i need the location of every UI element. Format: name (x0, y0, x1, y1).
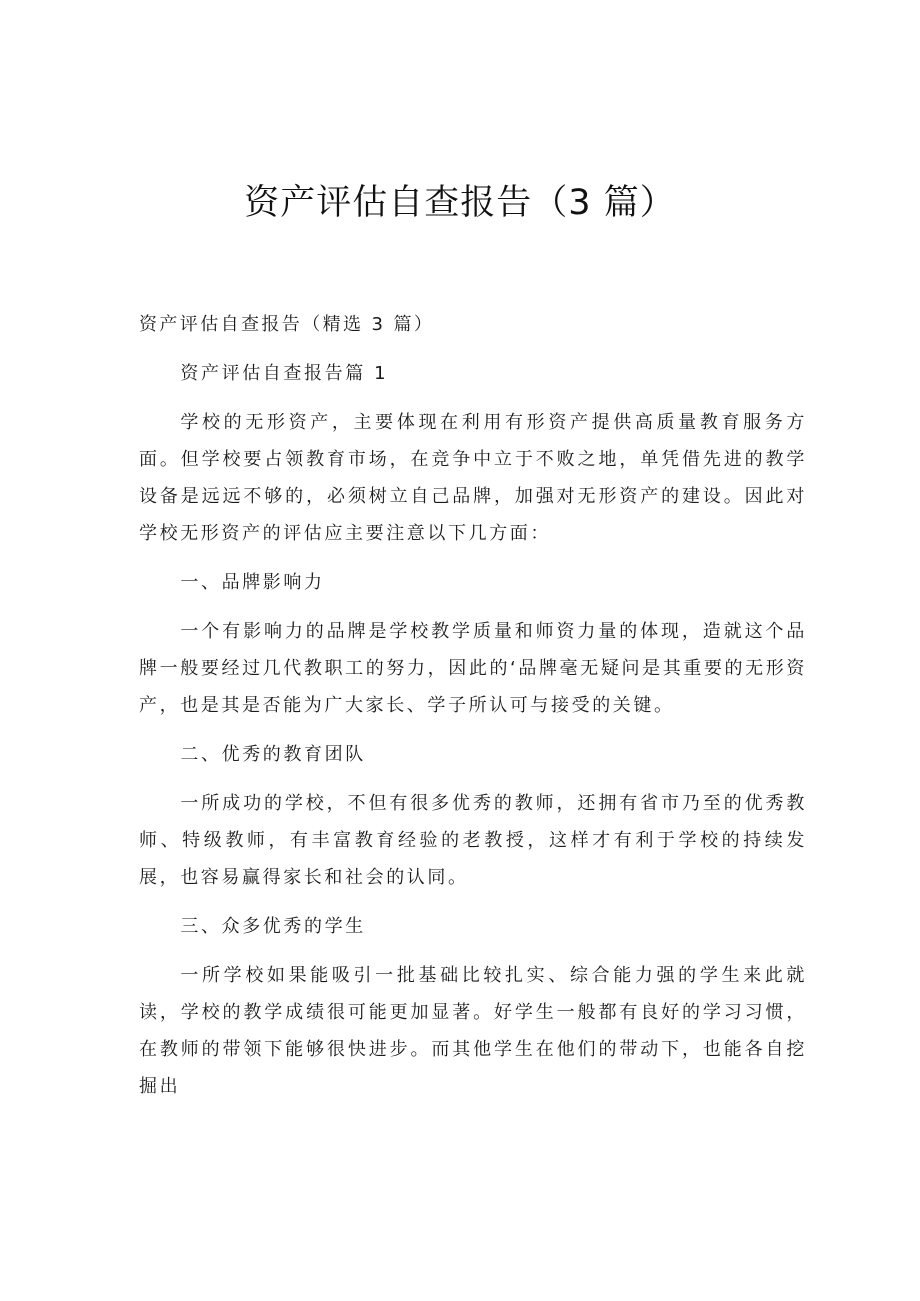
section-paragraph-team: 一所成功的学校，不但有很多优秀的教师，还拥有省市乃至的优秀教师、特级教师，有丰富教育经验的老教授，这样才有利于学校的持续发展，也容易赢得家长和社会的认同。 (139, 793, 807, 888)
section-heading-team: 二、优秀的教育团队 (180, 744, 366, 765)
document-body (139, 306, 807, 1117)
section-heading-brand: 一、品牌影响力 (180, 572, 325, 593)
intro-paragraph: 学校的无形资产，主要体现在利用有形资产提供高质量教育服务方面。但学校要占领教育市场，在竞争中立于不败之地，单凭借先进的教学设备是远远不够的，必须树立自己品牌，加强对无形资产的建设。因此对学校无形资产的评估应主要注意以下几方面： (139, 412, 807, 544)
document-subtitle: 资产评估自查报告（精选 3 篇） (139, 314, 435, 335)
section-paragraph-students: 一所学校如果能吸引一批基础比较扎实、综合能力强的学生来此就读，学校的教学成绩很可能更加显著。好学生一般都有良好的学习习惯，在教师的带领下能够很快进步。而其他学生在他们的带动下，也能各自挖掘出 (139, 965, 807, 1097)
part-heading: 资产评估自查报告篇 1 (180, 363, 389, 384)
section-heading-students: 三、众多优秀的学生 (180, 916, 366, 937)
document-title: 资产评估自查报告（3 篇） (244, 183, 676, 224)
section-paragraph-brand: 一个有影响力的品牌是学校教学质量和师资力量的体现，造就这个品牌一般要经过几代教职工的努力，因此的‘品牌毫无疑问是其重要的无形资产，也是其是否能为广大家长、学子所认可与接受的关键。 (139, 621, 807, 716)
